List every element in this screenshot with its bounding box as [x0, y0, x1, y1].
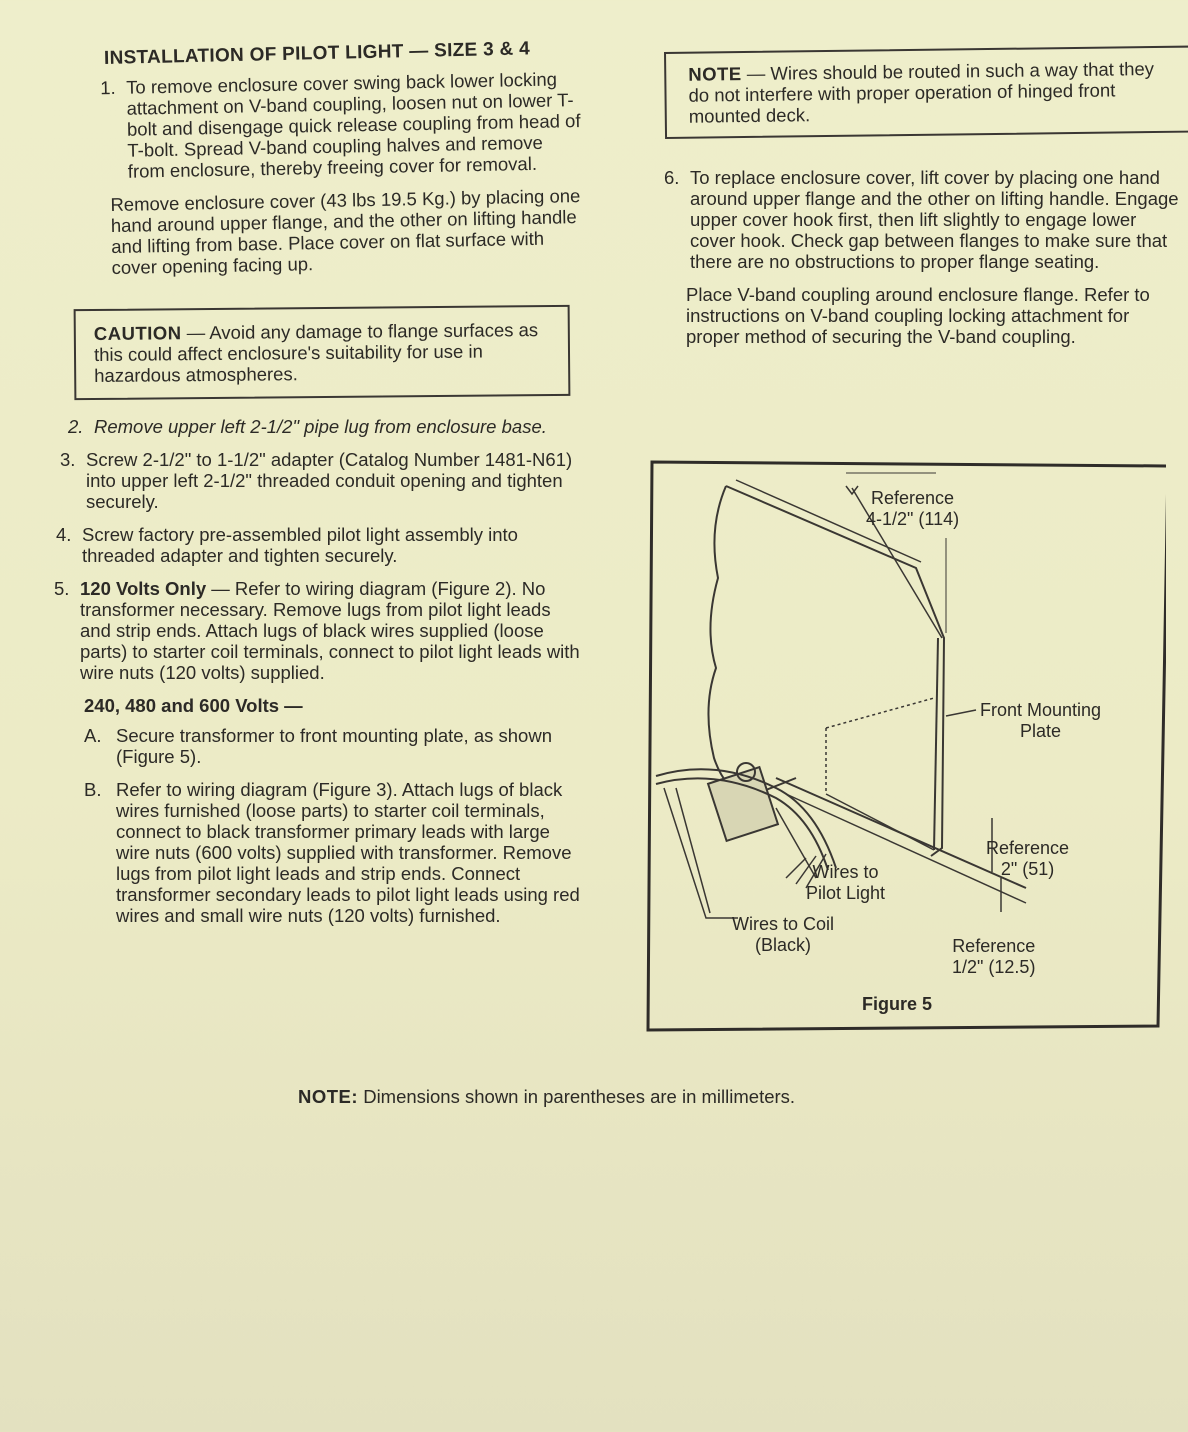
- footnote-text: Dimensions shown in parentheses are in millimeters.: [358, 1086, 796, 1107]
- label-text: Wires to Pilot Light: [806, 862, 886, 903]
- left-column: [54, 38, 581, 938]
- step-text: Refer to wiring diagram (Figure 3). Attach lugs of black wires furnished (loose parts) to starter coil terminals, connect to black transformer primary leads with large wire nuts (600 volts) supplied with transformer. Remove lugs from pilot light leads and strip ends. Connect transformer secondary leads to pilot light leads using red wires and small wire nuts (120 volts) furnished.: [116, 779, 580, 926]
- step-5-bold: 120 Volts Only: [80, 578, 207, 599]
- caution-text: — Avoid any damage to flange surfaces as this could affect enclosure's suitability for use in hazardous atmospheres.: [93, 319, 539, 386]
- step-text: [80, 578, 580, 683]
- right-column: [660, 40, 1180, 361]
- step-1-block: [60, 68, 584, 279]
- label-text: Reference 2" (51): [986, 838, 1070, 879]
- label-reference-top: [866, 488, 959, 530]
- figure-5: [646, 458, 1166, 1032]
- step-text: Screw factory pre-assembled pilot light assembly into threaded adapter and tighten securely.: [82, 524, 518, 566]
- figure-caption: Figure 5: [862, 994, 933, 1014]
- label-text: Wires to Coil (Black): [732, 914, 835, 955]
- step-4: [56, 524, 580, 566]
- label-reference-half: [952, 936, 1035, 978]
- step-text: Screw 2-1/2" to 1-1/2" adapter (Catalog Number 1481-N61) into upper left 2-1/2" threaded conduit opening and tighten securely.: [86, 449, 573, 512]
- footnote-label: NOTE:: [298, 1086, 359, 1107]
- transformer: [708, 767, 778, 841]
- step-6-paragraph: Place V-band coupling around enclosure flange. Refer to instructions on V-band coupling locking attachment for proper method of securing the V-band coupling.: [686, 284, 1150, 347]
- step-2: [68, 416, 580, 437]
- section-heading: INSTALLATION OF PILOT LIGHT — SIZE 3 & 4: [103, 38, 531, 69]
- label-text: Reference 1/2" (12.5): [952, 936, 1036, 977]
- step-number: 2.: [68, 416, 84, 437]
- step-a: [84, 725, 580, 767]
- step-text: To replace enclosure cover, lift cover by placing one hand around upper flange and the other on lifting handle. Engage upper cover hook first, then lift slightly to engage lower cover hook. Check gap between flanges to make sure that there are no obstructions to proper flange seating.: [690, 167, 1179, 272]
- step-b: [84, 779, 580, 926]
- cover-outline: [708, 486, 796, 798]
- step-number: 3.: [60, 449, 76, 470]
- note-box: [664, 46, 1188, 139]
- step-letter: A.: [84, 725, 102, 746]
- footnote: [298, 1086, 795, 1108]
- step-5-body: — Refer to wiring diagram (Figure 2). No transformer necessary. Remove lugs from pilot light leads and strip ends. Attach lugs of black wires supplied (loose parts) to starter coil terminals, connect to pilot light leads with wire nuts (120 volts) supplied.: [80, 578, 580, 683]
- volts-heading: 240, 480 and 600 Volts —: [84, 695, 303, 716]
- step-number: 4.: [56, 524, 72, 545]
- step-text: Secure transformer to front mounting plate, as shown (Figure 5).: [116, 725, 552, 767]
- step-number: 1.: [99, 76, 116, 99]
- note-label: NOTE: [688, 63, 742, 85]
- label-reference-2: [986, 838, 1069, 880]
- figure-5-drawing: [646, 458, 1166, 1032]
- caution-box: [74, 305, 571, 400]
- label-wires-to-coil: [732, 914, 834, 956]
- step-3: [60, 449, 580, 512]
- label-front-mounting-plate: [980, 700, 1101, 742]
- step-number: 5.: [54, 578, 70, 599]
- step-number: 6.: [664, 167, 680, 188]
- step-text: Remove upper left 2-1/2" pipe lug from enclosure base.: [94, 416, 547, 437]
- label-text: Reference 4-1/2" (114): [866, 488, 960, 529]
- caution-label: CAUTION: [93, 322, 182, 344]
- figure-frame: [648, 462, 1166, 1030]
- step-5: [54, 578, 580, 683]
- step-text: To remove enclosure cover swing back lower locking attachment on V-band coupling, loosen nut on lower T-bolt and disengage quick release coupling from head of T-bolt. Spread V-band coupling halves and remove from enclosure, thereby freeing cover for removal.: [125, 68, 581, 182]
- label-wires-pilot-light: [806, 862, 885, 904]
- step-1: [100, 68, 582, 182]
- step-6: [664, 167, 1180, 272]
- note-text: — Wires should be routed in such a way that they do not interfere with proper operation of hinged front mounted deck.: [688, 58, 1155, 127]
- step-1-paragraph: Remove enclosure cover (43 lbs 19.5 Kg.) by placing one hand around upper flange, and the other on lifting handle and lifting from base. Place cover on flat surface with cover opening facing up.: [110, 185, 581, 279]
- label-text: Front Mounting Plate: [980, 700, 1102, 741]
- step-letter: B.: [84, 779, 102, 800]
